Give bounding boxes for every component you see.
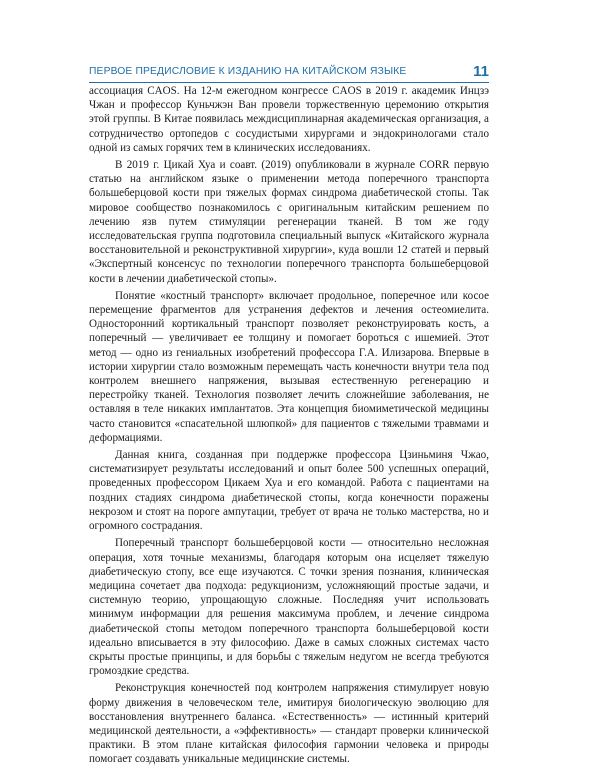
running-header [89, 60, 489, 82]
paragraph-1: ассоциация CAOS. На 12-м ежегодном конгрессе CAOS в 2019 г. академик Инцзэ Чжан и профессор Куньчжэн Ван провели торжественную церемонию открытия этой группы. В Китае появилась междисциплинарная академическая организация, а сотрудничество ортопедов с сосудистыми хирургами и эндокринологами стало одной из самых горячих тем в клинических исследованиях. [89, 85, 489, 154]
paragraph-3: Понятие «костный транспорт» включает продольное, поперечное или косое перемещение фрагментов для устранения дефектов и лечения остеомиелита. Односторонний кортикальный транспорт позволяет реконструировать кость, а поперечный — увеличивает ее толщину и помогает бороться с ишемией. Этот метод — одно из гениальных изобретений профессора Г.А. Илизарова. Впервые в истории хирургии стало возможным перемещать часть конечности внутри тела под контролем внешнего напряжения, вызывая естественную регенерацию и перестройку тканей. Технология позволяет лечить сложнейшие заболевания, не оставляя в теле никаких имплантатов. Эта концепция биомиметической медицины часто становится «спасательной шлюпкой» для пациентов с тяжелыми травмами и деформациями. [89, 289, 489, 444]
paragraph-5: Поперечный транспорт большеберцовой кости — относительно несложная операция, хотя точные механизмы, благодаря которым она исцеляет тяжелую диабетическую стопу, все еще изучаются. С точки зрения познания, клиническая медицина сочетает два подхода: редукционизм, усложняющий простые задачи, и системную теорию, упрощающую сложные. Последняя учит использовать минимум информации для решения максимума проблем, и лечение синдрома диабетической стопы методом поперечного транспорта большеберцовой кости идеально вписывается в эту философию. Даже в самых сложных системах часто скрыты простые принципы, и для борьбы с тяжелым недугом не всегда требуются громоздкие средства. [89, 537, 489, 678]
header-divider [89, 82, 489, 83]
body-text [89, 84, 489, 770]
page-number: 11 [473, 62, 489, 80]
paragraph-6: Реконструкция конечностей под контролем напряжения стимулирует новую форму движения в человеческом теле, имитируя биологическую эволюцию для восстановления внутреннего баланса. «Естественность» — истинный критерий медицинской деятельности, а «эффективность» — стандарт проверки клинической практики. В этом плане китайская философия гармонии человека и природы помогает создавать уникальные медицинские системы. [89, 682, 489, 766]
paragraph-4: Данная книга, созданная при поддержке профессора Цзиньминя Чжао, систематизирует результаты исследований и опыт более 500 успешных операций, проведенных профессором Цикаем Хуа и его командой. Работа с пациентами на поздних стадиях синдрома диабетической стопы, когда конечности поражены некрозом и стоят на пороге ампутации, требует от врача не только мастерства, но и огромного сострадания. [89, 449, 489, 533]
chapter-title: ПЕРВОЕ ПРЕДИСЛОВИЕ К ИЗДАНИЮ НА КИТАЙСКОМ ЯЗЫКЕ [89, 65, 407, 77]
paragraph-2: В 2019 г. Цикай Хуа и соавт. (2019) опубликовали в журнале CORR первую статью на английском языке о применении метода поперечного транспорта большеберцовой кости при тяжелых формах синдрома диабетической стопы. Так мировое сообщество познакомилось с оригинальным китайским решением по лечению язв путем стимуляции регенерации тканей. В том же году исследовательская группа подготовила специальный выпуск «Китайского журнала восстановительной и реконструктивной хирургии», куда вошли 12 статей и первый «Экспертный консенсус по технологии поперечного транспорта большеберцовой кости в лечении диабетической стопы». [89, 159, 489, 285]
